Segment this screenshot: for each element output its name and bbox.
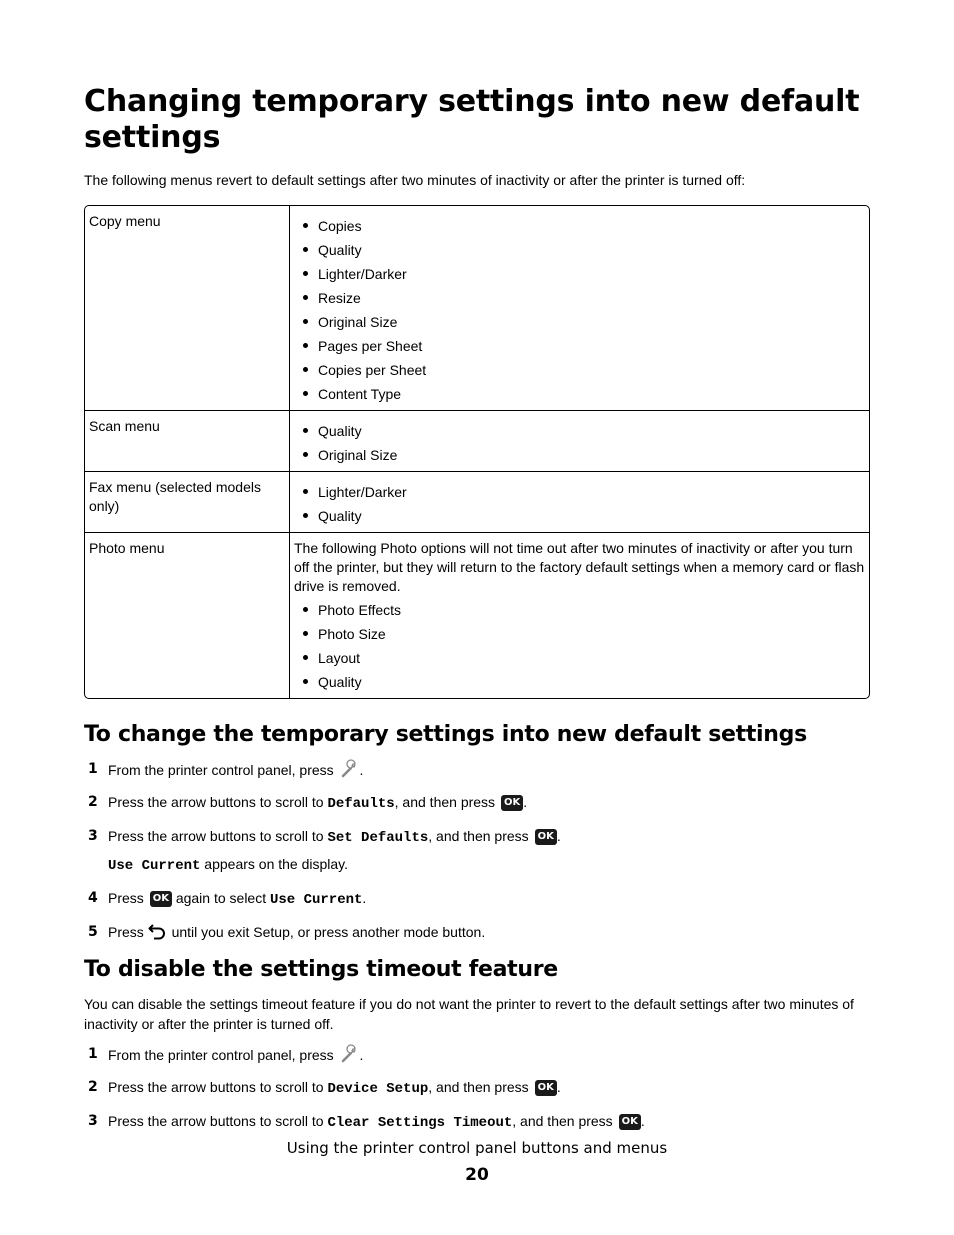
ok-button-icon: OK (501, 795, 523, 811)
menu-name-cell: Scan menu (85, 410, 290, 471)
step-text: From the printer control panel, press (108, 1047, 338, 1063)
step-text: . (359, 1047, 364, 1063)
step-text: . (359, 762, 364, 778)
ok-button-icon: OK (535, 1080, 557, 1096)
step-item (84, 888, 870, 910)
menu-options-cell (290, 206, 869, 410)
footer-section-title: Using the printer control panel buttons and menus (286, 1139, 668, 1157)
list-item: Photo Effects (294, 598, 865, 622)
wrench-icon (340, 1044, 360, 1064)
step-text: . (556, 828, 561, 844)
menu-options-cell (290, 471, 869, 532)
intro-text: The following menus revert to default settings after two minutes of inactivity or after the printer is turned off: (84, 172, 746, 188)
list-item: Quality (294, 419, 865, 443)
section-heading-disable-timeout: To disable the settings timeout feature (84, 957, 558, 982)
step-text: Press (108, 890, 148, 906)
list-item: Original Size (294, 443, 865, 467)
step-number: 2 (88, 1079, 98, 1095)
menu-options-cell (290, 532, 869, 698)
step-text: again to select (171, 890, 270, 906)
step-text: . (523, 794, 528, 810)
menu-code: Defaults (327, 796, 395, 812)
page-title: Changing temporary settings into new default settings (84, 84, 860, 155)
menu-code: Use Current (108, 858, 201, 874)
table-row (85, 206, 869, 410)
step-number: 2 (88, 794, 98, 810)
step-text: until you exit Setup, or press another mode button. (167, 924, 486, 940)
menu-name-cell: Photo menu (85, 532, 290, 698)
page-footer (0, 1137, 954, 1185)
step-text: Press the arrow buttons to scroll to (108, 1079, 328, 1095)
list-item: Quality (294, 238, 865, 262)
photo-note: The following Photo options will not time out after two minutes of inactivity or after you turn off the printer, but they will return to the factory default settings when a memory card or flash drive is removed. (294, 540, 865, 594)
step-number: 3 (88, 828, 98, 844)
list-item: Quality (294, 504, 865, 528)
options-list (294, 480, 865, 528)
list-item: Lighter/Darker (294, 480, 865, 504)
list-item: Copies (294, 214, 865, 238)
ok-button-icon: OK (619, 1114, 641, 1130)
step-item (84, 1111, 870, 1133)
ok-button-icon: OK (150, 891, 172, 907)
step-item (84, 792, 870, 814)
list-item: Pages per Sheet (294, 334, 865, 358)
step-item (84, 1044, 870, 1065)
back-arrow-icon (148, 922, 166, 940)
step-text: appears on the display. (200, 856, 349, 872)
step-subtext (108, 854, 870, 876)
page-content (84, 84, 870, 1145)
step-text: Press the arrow buttons to scroll to (108, 794, 328, 810)
page-number: 20 (465, 1165, 489, 1185)
menus-table (84, 205, 870, 699)
ok-button-icon: OK (535, 829, 557, 845)
steps-list (84, 1044, 870, 1133)
step-text: Press the arrow buttons to scroll to (108, 828, 328, 844)
step-number: 4 (88, 890, 98, 906)
list-item: Content Type (294, 382, 865, 406)
step-number: 1 (88, 1046, 98, 1062)
list-item: Copies per Sheet (294, 358, 865, 382)
step-number: 1 (88, 761, 98, 777)
step-text: Press (108, 924, 148, 940)
step-text: . (556, 1079, 561, 1095)
menu-code: Set Defaults (327, 830, 429, 846)
step-text: . (640, 1113, 645, 1129)
list-item: Quality (294, 670, 865, 694)
step-text: , and then press (394, 794, 499, 810)
list-item: Lighter/Darker (294, 262, 865, 286)
step-item (84, 922, 870, 942)
options-list (294, 214, 865, 406)
list-item: Photo Size (294, 622, 865, 646)
step-text: , and then press (512, 1113, 617, 1129)
step-number: 5 (88, 924, 98, 940)
table-row (85, 410, 869, 471)
menu-code: Clear Settings Timeout (327, 1115, 513, 1131)
menu-name-cell: Fax menu (selected models only) (85, 471, 290, 532)
steps-list (84, 759, 870, 942)
step-text: Press the arrow buttons to scroll to (108, 1113, 328, 1129)
step-text: , and then press (428, 828, 533, 844)
options-list (294, 419, 865, 467)
section-body-text: You can disable the settings timeout feature if you do not want the printer to revert to the default settings after two minutes of inactivity or after the printer is turned off. (84, 996, 854, 1032)
menu-name-cell: Copy menu (85, 206, 290, 410)
menu-code: Device Setup (327, 1081, 429, 1097)
wrench-icon (340, 759, 360, 779)
menu-options-cell (290, 410, 869, 471)
list-item: Original Size (294, 310, 865, 334)
step-text: From the printer control panel, press (108, 762, 338, 778)
section-heading-change-defaults: To change the temporary settings into new default settings (84, 722, 807, 747)
options-list (294, 598, 865, 694)
step-item (84, 826, 870, 876)
step-item (84, 759, 870, 780)
step-text: . (362, 890, 367, 906)
step-text: , and then press (428, 1079, 533, 1095)
table-row (85, 471, 869, 532)
menu-code: Use Current (270, 892, 363, 908)
step-number: 3 (88, 1113, 98, 1129)
list-item: Resize (294, 286, 865, 310)
step-item (84, 1077, 870, 1099)
list-item: Layout (294, 646, 865, 670)
table-row (85, 532, 869, 698)
